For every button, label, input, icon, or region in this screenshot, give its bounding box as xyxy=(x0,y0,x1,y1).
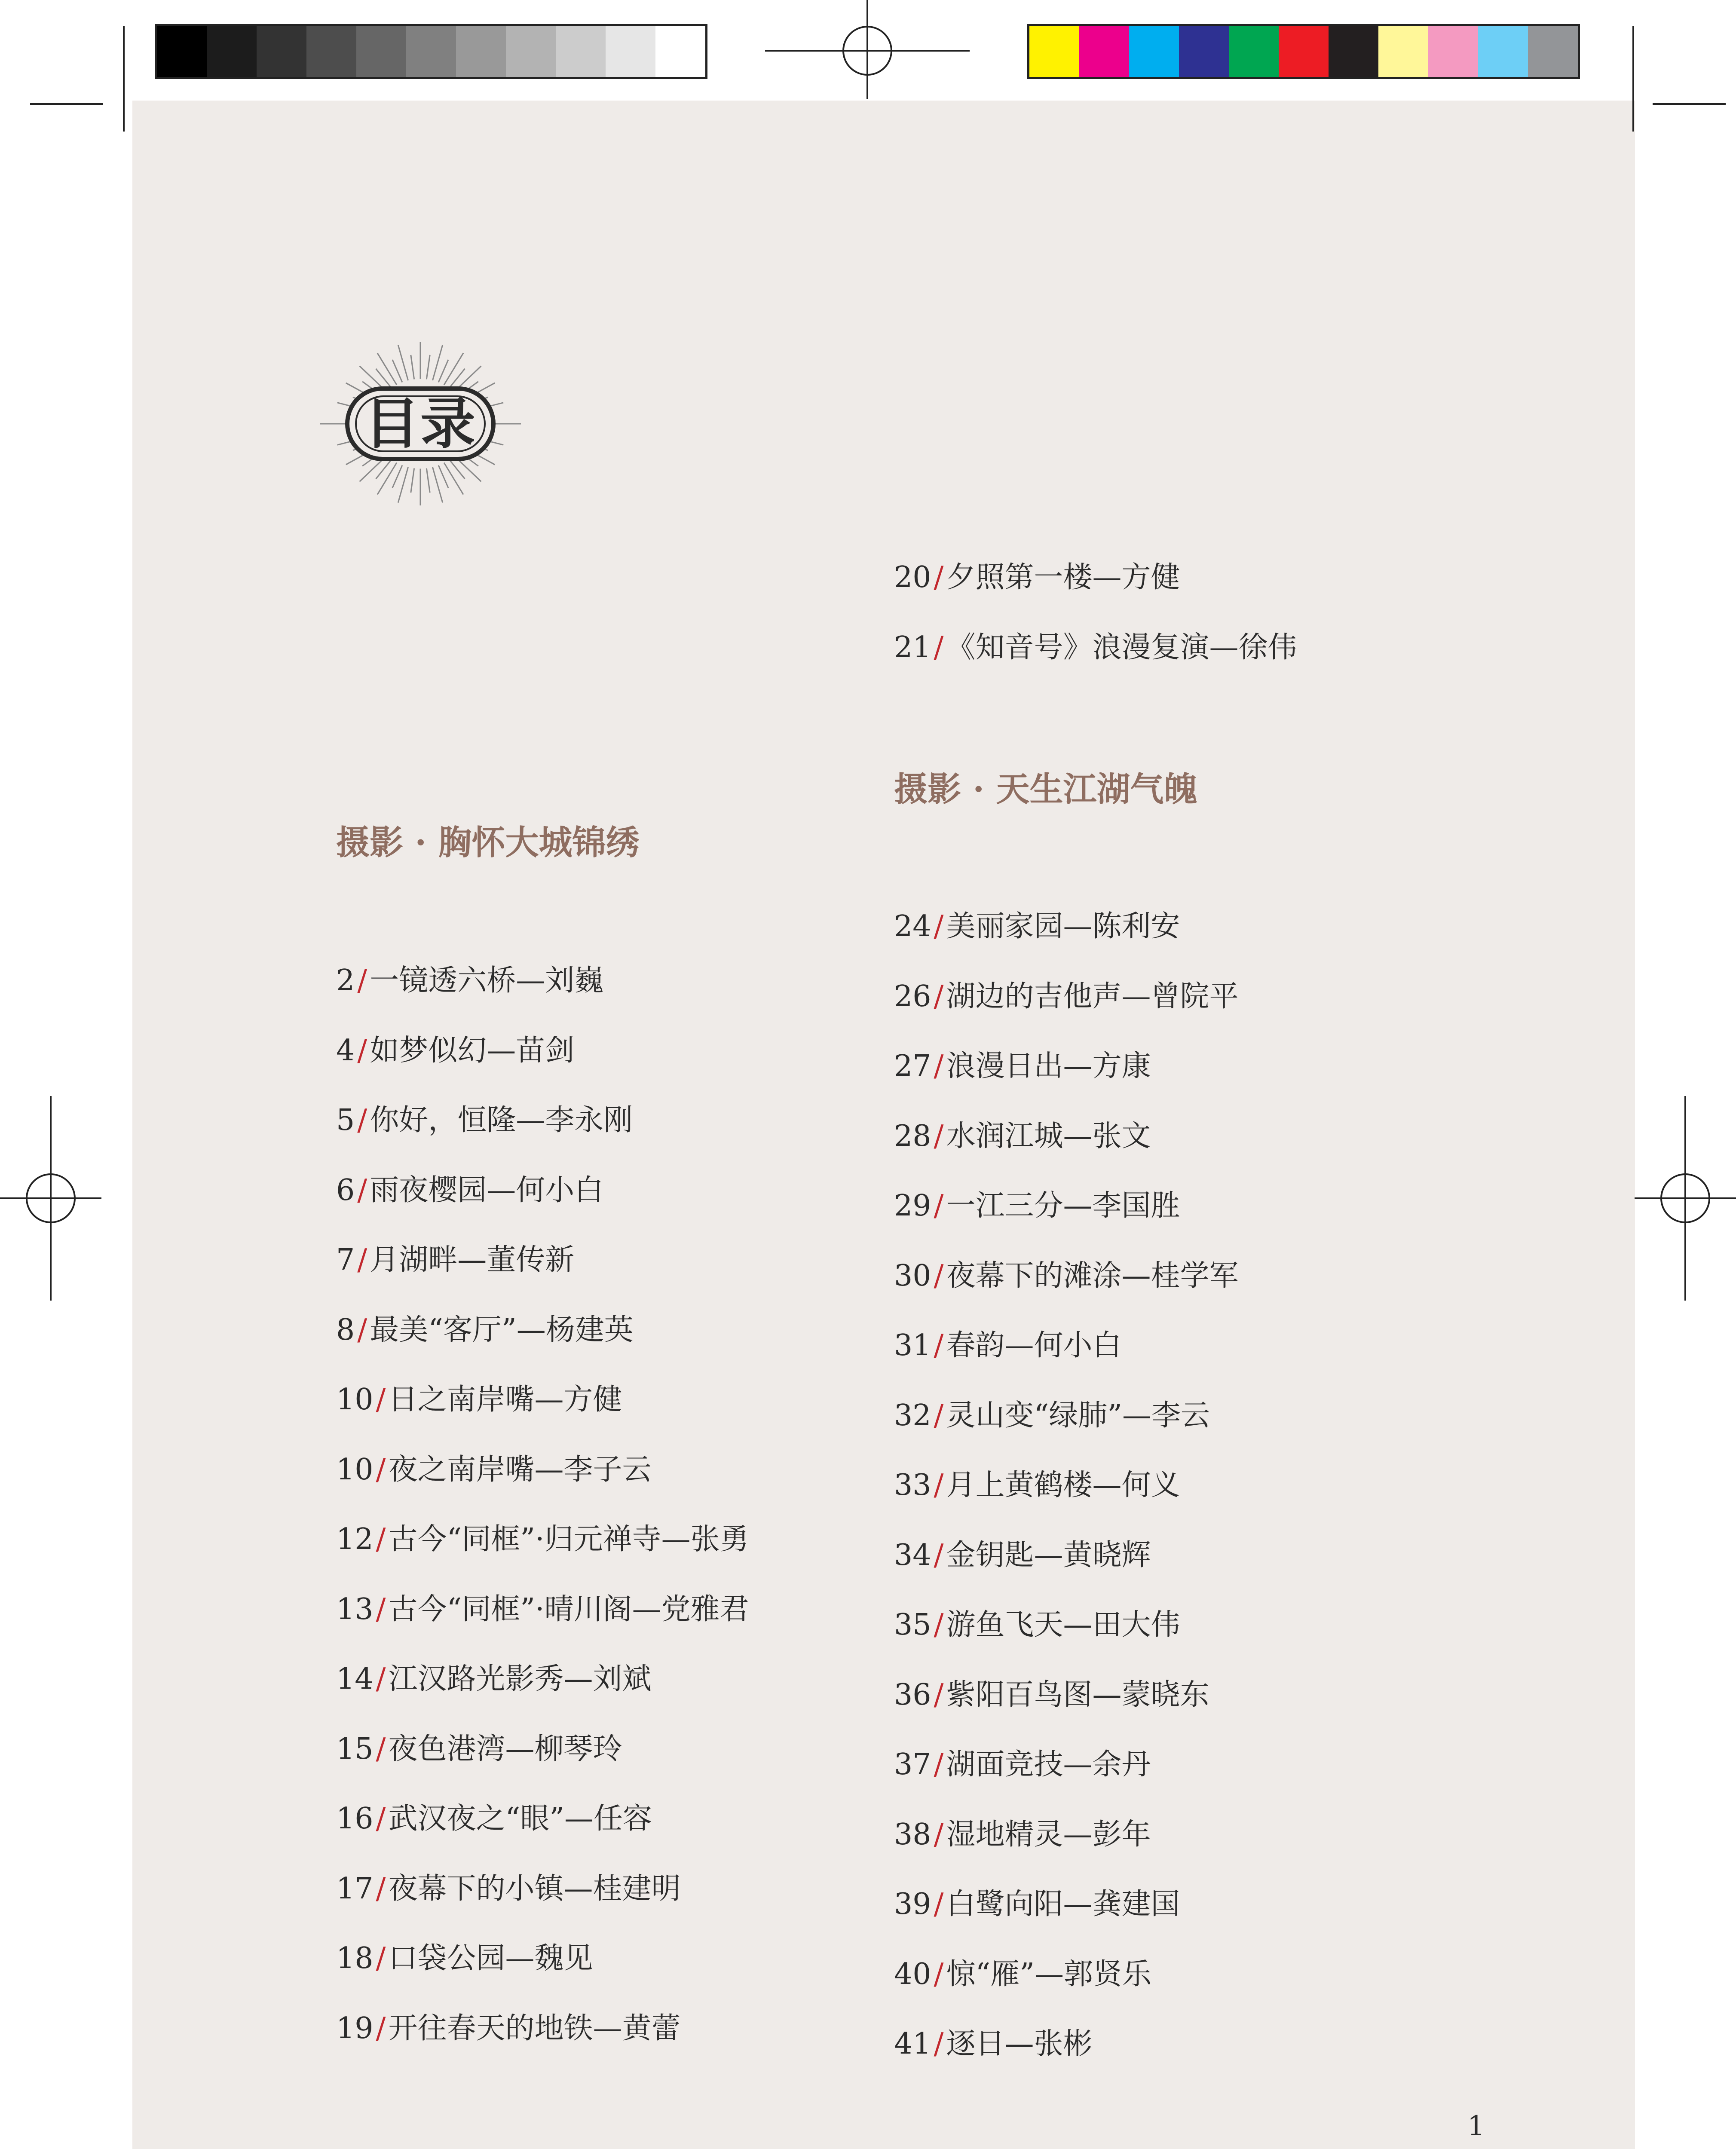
toc-entry-page: 41 xyxy=(894,2027,931,2061)
toc-entry-separator: / xyxy=(934,1329,944,1362)
toc-entry-separator: / xyxy=(376,1732,386,1766)
toc-entry-separator: / xyxy=(934,1468,944,1502)
toc-entry-page: 18 xyxy=(336,1941,374,1975)
toc-entry-separator: / xyxy=(934,1608,944,1642)
toc-entry[interactable] xyxy=(894,1610,1180,1640)
toc-entry-title: 水润江城—张文 xyxy=(946,1119,1151,1153)
toc-entry-separator: / xyxy=(934,1957,944,1991)
toc-entry-separator: / xyxy=(376,1383,386,1417)
toc-entry-page: 16 xyxy=(336,1802,374,1836)
toc-entry-separator: / xyxy=(376,2011,386,2045)
toc-entry-page: 27 xyxy=(894,1049,931,1083)
color-swatch xyxy=(1079,26,1129,77)
toc-entry-page: 4 xyxy=(336,1033,355,1068)
toc-entry[interactable] xyxy=(894,909,1180,943)
toc-entry-page: 15 xyxy=(336,1732,374,1766)
toc-entry-title: 古今“同框”·归元禅寺—张勇 xyxy=(388,1522,749,1556)
toc-entry-separator: / xyxy=(934,1887,944,1921)
toc-entry-page: 32 xyxy=(894,1398,931,1433)
toc-entry-page: 24 xyxy=(894,909,931,943)
color-swatch xyxy=(1129,26,1179,77)
crop-mark xyxy=(1653,103,1726,105)
toc-entry-separator: / xyxy=(376,1662,386,1696)
toc-entry-title: 美丽家园—陈利安 xyxy=(946,909,1180,943)
toc-entry-title: 口袋公园—魏见 xyxy=(388,1941,593,1975)
color-swatch xyxy=(606,26,655,77)
toc-entry-page: 12 xyxy=(336,1522,374,1556)
toc-entry[interactable] xyxy=(894,1678,1209,1712)
toc-entry-separator: / xyxy=(934,1748,944,1782)
toc-entry[interactable] xyxy=(894,1191,1180,1221)
toc-entry-separator: / xyxy=(934,979,944,1013)
toc-entry[interactable] xyxy=(336,1732,622,1766)
toc-entry-title: 一镜透六桥—刘巍 xyxy=(370,964,604,998)
toc-entry-page: 17 xyxy=(336,1871,374,1906)
toc-entry-separator: / xyxy=(934,560,944,594)
toc-entry-page: 2 xyxy=(336,964,355,998)
toc-entry-page: 39 xyxy=(894,1887,931,1921)
color-swatch xyxy=(1478,26,1528,77)
toc-entry[interactable] xyxy=(336,1592,749,1626)
color-swatch xyxy=(1029,26,1079,77)
toc-entry[interactable] xyxy=(336,1662,652,1696)
toc-entry-page: 30 xyxy=(894,1258,931,1293)
toc-entry[interactable] xyxy=(894,1119,1151,1153)
toc-entry[interactable] xyxy=(894,1468,1180,1502)
toc-entry-page: 13 xyxy=(336,1592,374,1626)
crop-mark xyxy=(1632,26,1634,132)
toc-entry-page: 21 xyxy=(894,630,931,664)
color-swatch xyxy=(1329,26,1378,77)
toc-entry-title: 金钥匙—黄晓辉 xyxy=(946,1538,1151,1572)
toc-entry-page: 33 xyxy=(894,1468,931,1502)
color-swatch xyxy=(1428,26,1478,77)
registration-mark xyxy=(1684,1096,1686,1301)
toc-entry-page: 29 xyxy=(894,1189,931,1223)
toc-entry-page: 14 xyxy=(336,1662,374,1696)
toc-entry-separator: / xyxy=(934,1538,944,1572)
toc-entry-title: 最美“客厅”—杨建英 xyxy=(370,1313,634,1347)
toc-entry[interactable] xyxy=(894,1887,1180,1921)
toc-entry-title: 湖面竞技—余丹 xyxy=(946,1748,1151,1782)
toc-entry-title: 如梦似幻—苗剑 xyxy=(370,1033,575,1068)
toc-entry-title: 雨夜樱园—何小白 xyxy=(370,1173,604,1207)
toc-entry-separator: / xyxy=(934,1049,944,1083)
toc-entry-title: 古今“同框”·晴川阁—党雅君 xyxy=(388,1592,749,1626)
toc-entry-separator: / xyxy=(376,1802,386,1836)
color-swatch xyxy=(306,26,356,77)
color-swatch xyxy=(506,26,556,77)
toc-entry-title: 夜之南岸嘴—李子云 xyxy=(388,1452,652,1487)
toc-entry-title: 月上黄鹤楼—何义 xyxy=(946,1468,1180,1502)
toc-entry[interactable] xyxy=(894,630,1297,664)
color-swatch xyxy=(556,26,606,77)
toc-entry-title: 春韵—何小白 xyxy=(946,1329,1122,1362)
toc-entry-title: 湿地精灵—彭年 xyxy=(946,1817,1151,1852)
toc-entry-page: 28 xyxy=(894,1119,931,1153)
toc-entry-page: 31 xyxy=(894,1329,931,1362)
toc-entry-separator: / xyxy=(934,1258,944,1293)
toc-entry-separator: / xyxy=(357,964,367,998)
toc-entry-separator: / xyxy=(357,1103,367,1137)
toc-entry-separator: / xyxy=(376,1452,386,1487)
registration-mark xyxy=(866,0,868,99)
toc-entry-separator: / xyxy=(934,630,944,664)
toc-entry[interactable] xyxy=(894,1049,1151,1083)
color-swatch xyxy=(1179,26,1229,77)
toc-entry[interactable] xyxy=(894,1957,1151,1991)
toc-entry-separator: / xyxy=(357,1313,367,1347)
color-swatch xyxy=(356,26,406,77)
grayscale-calibration-bar xyxy=(155,24,707,79)
toc-entry-title: 湖边的吉他声—曾院平 xyxy=(946,979,1239,1013)
toc-entry-title: 武汉夜之“眼”—任容 xyxy=(388,1802,652,1836)
toc-entry[interactable] xyxy=(894,1817,1151,1852)
toc-entry[interactable] xyxy=(894,1398,1210,1433)
toc-entry[interactable] xyxy=(336,2011,681,2045)
color-swatch xyxy=(157,26,207,77)
toc-entry[interactable] xyxy=(894,1538,1151,1572)
toc-entry-separator: / xyxy=(357,1173,367,1207)
toc-entry-page: 35 xyxy=(894,1608,931,1642)
toc-entry-title: 紫阳百鸟图—蒙晓东 xyxy=(946,1678,1209,1712)
toc-entry-separator: / xyxy=(376,1592,386,1626)
registration-mark xyxy=(50,1096,52,1301)
toc-entry-separator: / xyxy=(376,1871,386,1906)
color-swatch xyxy=(1528,26,1578,77)
toc-entry[interactable] xyxy=(336,1243,575,1277)
color-swatch xyxy=(1229,26,1279,77)
toc-entry-separator: / xyxy=(934,1398,944,1433)
crop-mark xyxy=(123,26,125,132)
toc-entry-title: 江汉路光影秀—刘斌 xyxy=(388,1662,652,1696)
toc-entry-separator: / xyxy=(934,1119,944,1153)
crop-mark xyxy=(30,103,103,105)
toc-entry-separator: / xyxy=(934,909,944,943)
toc-entry-title: 逐日—张彬 xyxy=(946,2027,1093,2061)
toc-entry-title: 夜幕下的滩涂—桂学军 xyxy=(946,1258,1239,1293)
toc-entry-title: 灵山变“绿肺”—李云 xyxy=(946,1398,1210,1433)
toc-entry-separator: / xyxy=(934,1678,944,1712)
toc-entry-separator: / xyxy=(934,2027,944,2061)
toc-entry[interactable] xyxy=(336,1941,593,1975)
toc-entry[interactable] xyxy=(336,1103,633,1137)
toc-entry-page: 34 xyxy=(894,1538,931,1572)
section-title-lakes: 摄影 · 天生江湖气魄 xyxy=(894,770,1197,809)
toc-entry-page: 20 xyxy=(894,560,931,594)
toc-entry[interactable] xyxy=(336,1173,604,1207)
toc-entry-page: 10 xyxy=(336,1452,374,1487)
toc-entry-page: 5 xyxy=(336,1103,355,1137)
toc-badge xyxy=(320,334,521,514)
toc-entry[interactable] xyxy=(336,1452,652,1487)
toc-entry-separator: / xyxy=(376,1522,386,1556)
toc-entry-title: 开往春天的地铁—黄蕾 xyxy=(388,2011,681,2045)
toc-entry[interactable] xyxy=(894,1258,1239,1293)
toc-entry-page: 10 xyxy=(336,1383,374,1417)
toc-entry-title: 月湖畔—董传新 xyxy=(370,1243,575,1277)
toc-entry-page: 7 xyxy=(336,1243,355,1277)
toc-entry[interactable] xyxy=(336,1804,652,1834)
page-number: 1 xyxy=(1467,2110,1485,2142)
color-swatch xyxy=(207,26,257,77)
toc-entry[interactable] xyxy=(336,1313,634,1347)
toc-entry-page: 26 xyxy=(894,979,931,1013)
toc-entry-separator: / xyxy=(934,1189,944,1223)
toc-entry[interactable] xyxy=(894,560,1180,594)
toc-entry[interactable] xyxy=(336,1033,575,1068)
toc-entry-title: 日之南岸嘴—方健 xyxy=(388,1383,622,1417)
toc-entry[interactable] xyxy=(894,1331,1121,1360)
toc-title: 目录 xyxy=(364,392,476,456)
toc-entry-page: 19 xyxy=(336,2011,374,2045)
toc-entry-title: 夜幕下的小镇—桂建明 xyxy=(388,1871,681,1906)
toc-entry[interactable] xyxy=(894,2027,1093,2061)
toc-entry-separator: / xyxy=(357,1033,367,1068)
toc-entry-page: 36 xyxy=(894,1678,931,1712)
color-calibration-bar xyxy=(1027,24,1580,79)
toc-entry[interactable] xyxy=(894,979,1239,1013)
toc-entry-title: 你好，恒隆—李永刚 xyxy=(370,1103,633,1137)
color-swatch xyxy=(655,26,705,77)
toc-entry-title: 夜色港湾—柳琴玲 xyxy=(388,1732,622,1766)
toc-entry-separator: / xyxy=(934,1817,944,1852)
toc-entry-title: 白鹭向阳—龚建国 xyxy=(946,1887,1180,1921)
toc-entry[interactable] xyxy=(336,1383,622,1417)
toc-entry-title: 《知音号》浪漫复演—徐伟 xyxy=(946,630,1297,664)
toc-entry[interactable] xyxy=(336,1522,749,1556)
color-swatch xyxy=(406,26,456,77)
toc-entry-title: 一江三分—李国胜 xyxy=(946,1189,1180,1223)
section-title-city: 摄影 · 胸怀大城锦绣 xyxy=(336,823,640,862)
toc-entry-title: 惊“雁”—郭贤乐 xyxy=(946,1957,1151,1991)
toc-entry[interactable] xyxy=(336,964,604,998)
toc-entry-page: 8 xyxy=(336,1313,355,1347)
color-swatch xyxy=(1378,26,1428,77)
toc-entry-page: 37 xyxy=(894,1748,931,1782)
toc-entry-page: 38 xyxy=(894,1817,931,1852)
toc-entry[interactable] xyxy=(894,1748,1151,1782)
color-swatch xyxy=(1279,26,1329,77)
toc-entry-title: 游鱼飞天—田大伟 xyxy=(946,1608,1180,1642)
toc-entry-page: 40 xyxy=(894,1957,931,1991)
toc-entry-title: 夕照第一楼—方健 xyxy=(946,560,1180,594)
toc-entry-title: 浪漫日出—方康 xyxy=(946,1049,1151,1083)
color-swatch xyxy=(257,26,306,77)
toc-entry-page: 6 xyxy=(336,1173,355,1207)
color-swatch xyxy=(456,26,506,77)
toc-entry-separator: / xyxy=(357,1243,367,1277)
toc-entry-separator: / xyxy=(376,1941,386,1975)
toc-entry[interactable] xyxy=(336,1871,681,1906)
